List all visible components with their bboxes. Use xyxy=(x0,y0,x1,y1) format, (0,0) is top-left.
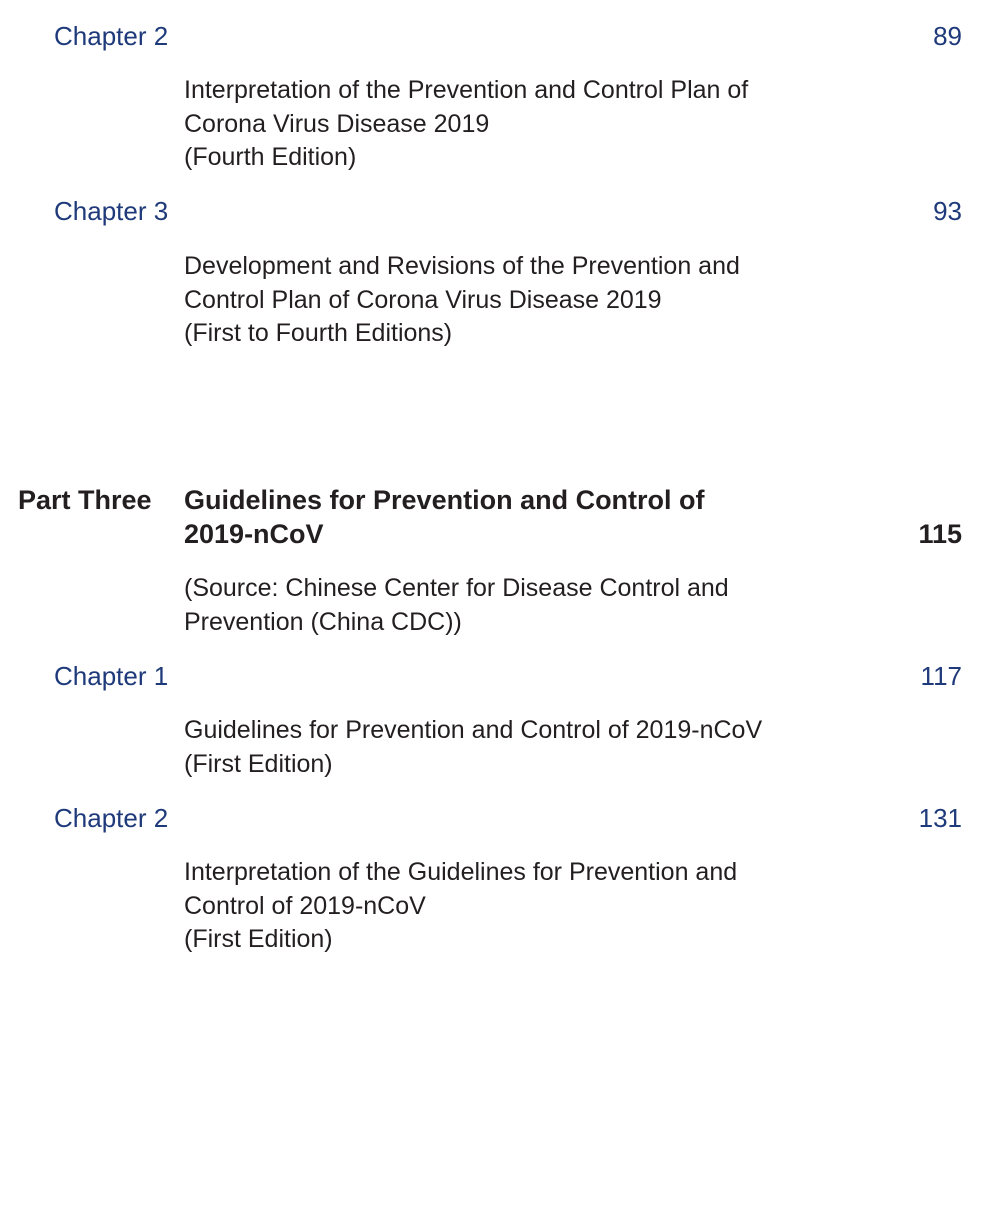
chapter-page-number[interactable]: 117 xyxy=(920,661,962,691)
chapter-description-line: Control of 2019-nCoV xyxy=(184,891,426,920)
part-title-line: 2019-nCoV xyxy=(184,519,324,549)
chapter-description-line: Development and Revisions of the Prevention and xyxy=(184,252,740,280)
chapter-description-line: (Fourth Edition) xyxy=(184,143,357,171)
part-page-number[interactable]: 115 xyxy=(918,519,962,549)
chapter-description-line: (First Edition) xyxy=(184,749,333,778)
chapter-description xyxy=(184,250,740,351)
part-source-line: Prevention (China CDC)) xyxy=(184,607,462,636)
chapter-description xyxy=(184,714,762,781)
chapter-description xyxy=(184,74,748,175)
chapter-label[interactable]: Chapter 1 xyxy=(54,661,169,691)
part-title-line: Guidelines for Prevention and Control of xyxy=(184,485,705,515)
chapter-description-line: Interpretation of the Prevention and Control Plan of xyxy=(184,76,749,104)
chapter-label[interactable]: Chapter 3 xyxy=(54,196,169,226)
part-title[interactable] xyxy=(184,483,705,551)
part-source xyxy=(184,572,729,639)
chapter-description-line: (First to Fourth Editions) xyxy=(184,319,453,347)
chapter-page-number[interactable]: 89 xyxy=(933,21,962,51)
chapter-description-line: Control Plan of Corona Virus Disease 2019 xyxy=(184,285,662,314)
chapter-label[interactable]: Chapter 2 xyxy=(54,21,169,51)
chapter-description-line: Interpretation of the Guidelines for Prevention and xyxy=(184,858,738,886)
part-label: Part Three xyxy=(18,485,152,515)
part-source-line: (Source: Chinese Center for Disease Control and xyxy=(184,574,729,602)
chapter-description-line: Guidelines for Prevention and Control of 2019-nCoV xyxy=(184,716,763,744)
chapter-page-number[interactable]: 93 xyxy=(933,196,962,226)
chapter-page-number[interactable]: 131 xyxy=(918,803,962,833)
chapter-description xyxy=(184,856,737,957)
chapter-description-line: (First Edition) xyxy=(184,925,333,953)
chapter-description-line: Corona Virus Disease 2019 xyxy=(184,109,490,138)
chapter-label[interactable]: Chapter 2 xyxy=(54,803,169,833)
